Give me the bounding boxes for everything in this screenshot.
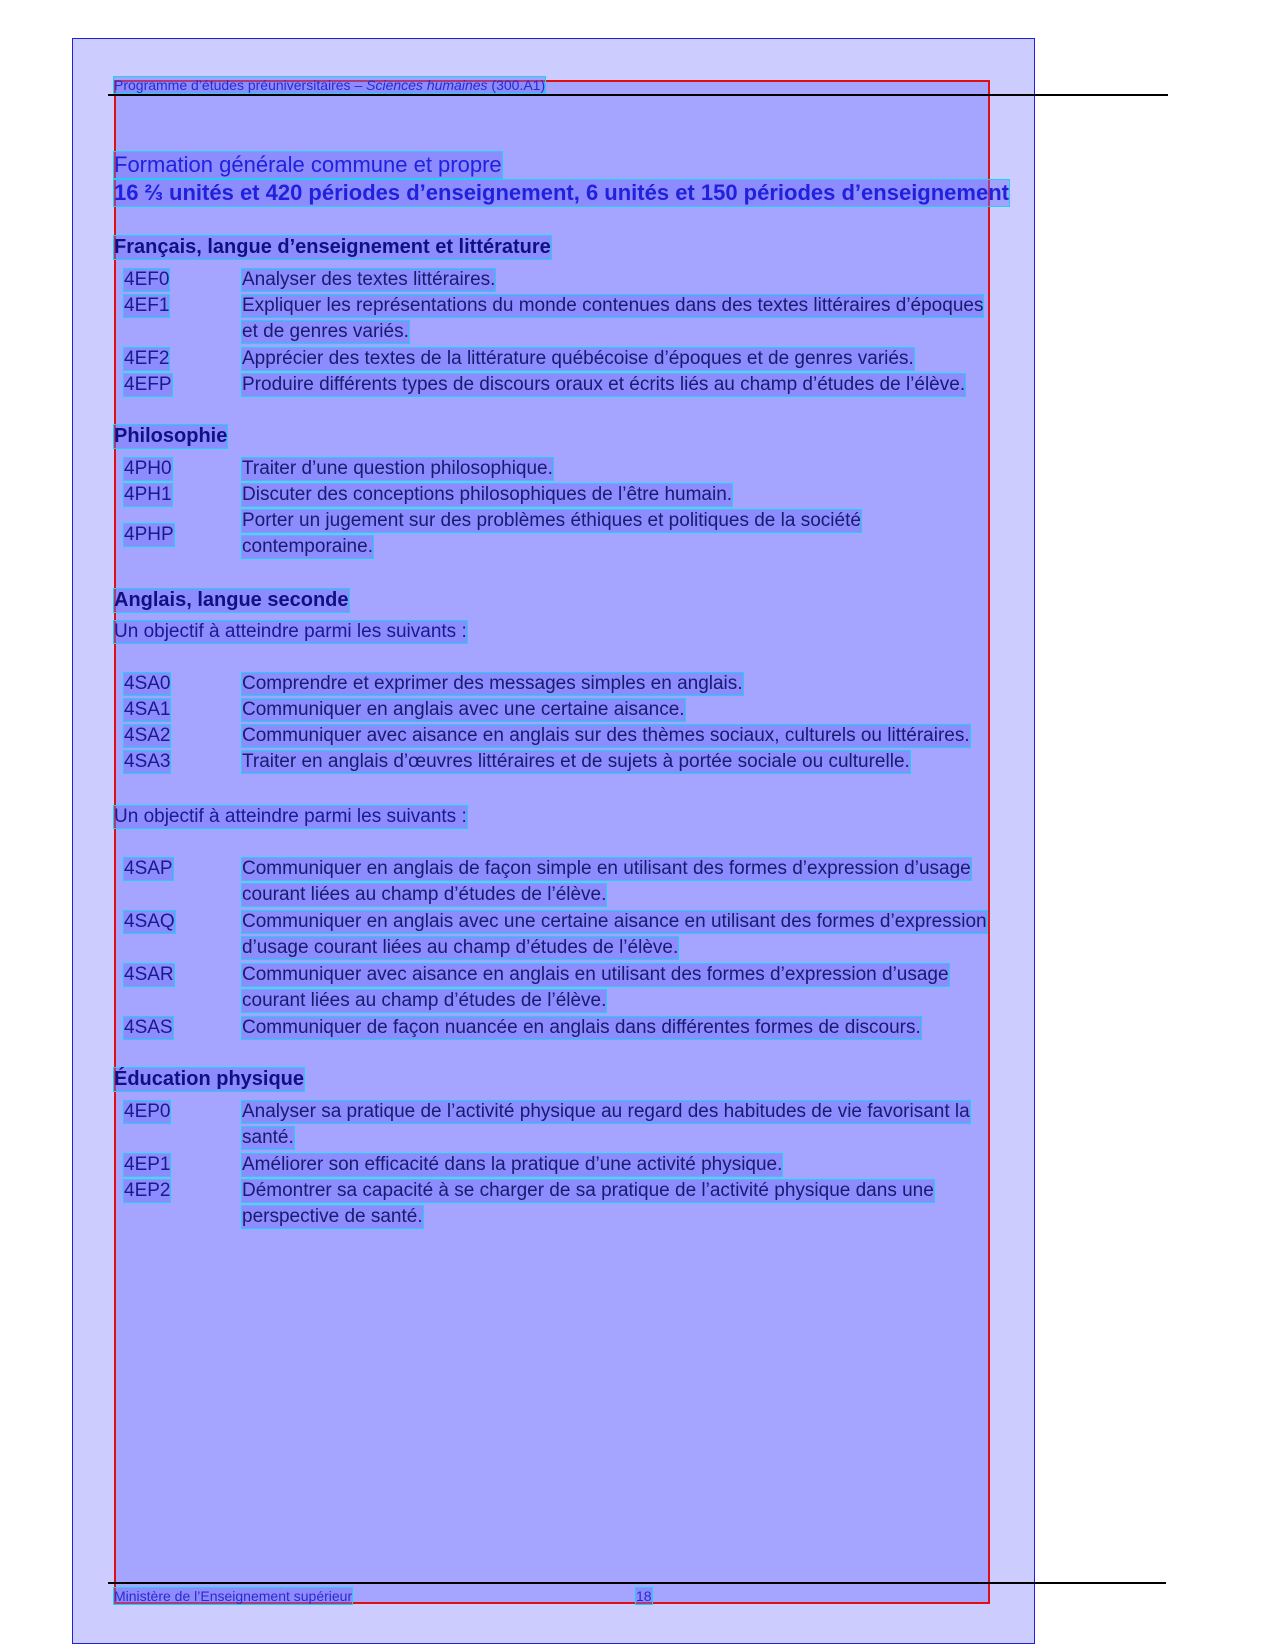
course-description-continued: perspective de santé. (242, 1206, 423, 1227)
course-description: Comprendre et exprimer des messages simples en anglais. (242, 673, 743, 694)
course-description-continued: et de genres variés. (242, 321, 409, 342)
course-code: 4PH0 (124, 458, 172, 479)
course-code: 4SAQ (124, 911, 175, 932)
footer-rule (108, 1582, 1166, 1584)
header-rule (108, 94, 1168, 96)
course-code: 4EP2 (124, 1180, 171, 1201)
course-code: 4EP0 (124, 1101, 171, 1122)
course-description: Apprécier des textes de la littérature québécoise d’époques et de genres variés. (242, 348, 914, 369)
course-description-continued: santé. (242, 1127, 294, 1148)
course-code: 4EP1 (124, 1154, 171, 1175)
course-description: Analyser des textes littéraires. (242, 269, 496, 290)
section-heading-francais: Français, langue d’enseignement et littérature (114, 236, 551, 258)
course-description: Démontrer sa capacité à se charger de sa pratique de l’activité physique dans une (242, 1180, 934, 1201)
choice-instruction: Un objectif à atteindre parmi les suivants : (114, 621, 467, 642)
page-title: Formation générale commune et propre (114, 152, 502, 177)
course-code: 4EFP (124, 374, 172, 395)
course-description-continued: contemporaine. (242, 536, 373, 557)
course-description: Communiquer en anglais de façon simple en utilisant des formes d’expression d’usage (242, 858, 971, 879)
course-description-continued: courant liées au champ d’études de l’élève. (242, 990, 607, 1011)
footer-ministry: Ministère de l’Enseignement supérieur (114, 1588, 353, 1604)
choice-instruction: Un objectif à atteindre parmi les suivants : (114, 806, 467, 827)
course-description-continued: d’usage courant liées au champ d’études de l’élève. (242, 937, 679, 958)
course-code: 4SAR (124, 964, 174, 985)
course-code: 4SA0 (124, 673, 171, 694)
course-description: Communiquer en anglais avec une certaine aisance. (242, 699, 685, 720)
page-subtitle: 16 ⅔ unités et 420 périodes d’enseignement, 6 unités et 150 périodes d’enseignement (114, 180, 1009, 205)
course-description: Analyser sa pratique de l’activité physique au regard des habitudes de vie favorisant la (242, 1101, 970, 1122)
course-description: Améliorer son efficacité dans la pratique d’une activité physique. (242, 1154, 783, 1175)
course-code: 4SA1 (124, 699, 171, 720)
course-description: Porter un jugement sur des problèmes éthiques et politiques de la société (242, 510, 861, 531)
course-code: 4EF1 (124, 295, 170, 316)
course-description: Produire différents types de discours oraux et écrits liés au champ d’études de l’élève. (242, 374, 966, 395)
section-heading-anglais: Anglais, langue seconde (114, 589, 349, 611)
course-description: Traiter en anglais d’œuvres littéraires et de sujets à portée sociale ou culturelle. (242, 751, 910, 772)
course-code: 4PH1 (124, 484, 172, 505)
course-code: 4EF0 (124, 269, 170, 290)
course-code: 4EF2 (124, 348, 170, 369)
section-heading-education-physique: Éducation physique (114, 1068, 305, 1090)
course-description: Expliquer les représentations du monde contenues dans des textes littéraires d’époques (242, 295, 984, 316)
section-heading-philosophie: Philosophie (114, 425, 228, 447)
course-code: 4SAP (124, 858, 173, 879)
course-code: 4SA2 (124, 725, 171, 746)
course-code: 4PHP (124, 524, 174, 545)
page-number: 18 (636, 1588, 652, 1604)
course-description: Communiquer en anglais avec une certaine aisance en utilisant des formes d’expression (242, 911, 987, 932)
course-description: Discuter des conceptions philosophiques de l’être humain. (242, 484, 733, 505)
course-description: Traiter d’une question philosophique. (242, 458, 553, 479)
course-code: 4SA3 (124, 751, 171, 772)
running-header: Programme d’études préuniversitaires – Sciences humaines (300.A1) (114, 77, 546, 93)
course-description: Communiquer avec aisance en anglais en utilisant des formes d’expression d’usage (242, 964, 949, 985)
course-code: 4SAS (124, 1017, 173, 1038)
course-description-continued: courant liées au champ d’études de l’élève. (242, 884, 607, 905)
course-description: Communiquer avec aisance en anglais sur des thèmes sociaux, culturels ou littéraires. (242, 725, 970, 746)
course-description: Communiquer de façon nuancée en anglais dans différentes formes de discours. (242, 1017, 921, 1038)
